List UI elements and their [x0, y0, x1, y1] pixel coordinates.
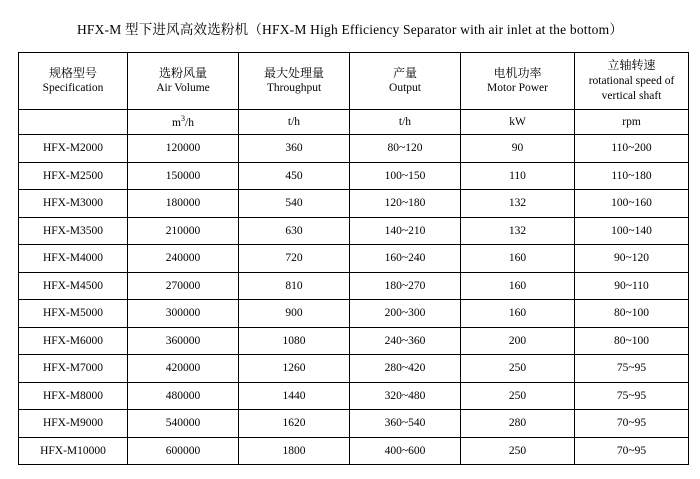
cell-specification: HFX-M10000 [19, 437, 128, 465]
cell-air-volume: 120000 [128, 135, 239, 163]
cell-motor-power: 90 [461, 135, 575, 163]
column-header-throughput-en: Throughput [266, 82, 322, 95]
cell-motor-power: 110 [461, 162, 575, 190]
column-header-shaft-speed-cn: 立轴转速 [607, 58, 656, 73]
cell-motor-power: 250 [461, 382, 575, 410]
unit-throughput: t/h [239, 110, 350, 135]
table-header [19, 53, 689, 135]
cell-output: 400~600 [350, 437, 461, 465]
cell-air-volume: 210000 [128, 217, 239, 245]
table-row [19, 272, 689, 300]
table-row [19, 410, 689, 438]
cell-shaft-speed: 75~95 [575, 382, 689, 410]
cell-throughput: 1800 [239, 437, 350, 465]
column-header-air-volume [128, 53, 239, 110]
table-row [19, 162, 689, 190]
column-header-output-cn: 产量 [392, 66, 417, 81]
table-header-row-main [19, 53, 689, 110]
cell-specification: HFX-M3000 [19, 190, 128, 218]
cell-output: 240~360 [350, 327, 461, 355]
cell-shaft-speed: 80~100 [575, 327, 689, 355]
cell-shaft-speed: 110~200 [575, 135, 689, 163]
cell-shaft-speed: 75~95 [575, 355, 689, 383]
cell-air-volume: 300000 [128, 300, 239, 328]
cell-shaft-speed: 70~95 [575, 410, 689, 438]
cell-motor-power: 250 [461, 437, 575, 465]
cell-air-volume: 480000 [128, 382, 239, 410]
cell-motor-power: 132 [461, 217, 575, 245]
cell-shaft-speed: 100~160 [575, 190, 689, 218]
cell-output: 140~210 [350, 217, 461, 245]
table-row [19, 382, 689, 410]
cell-air-volume: 360000 [128, 327, 239, 355]
cell-specification: HFX-M5000 [19, 300, 128, 328]
cell-throughput: 630 [239, 217, 350, 245]
cell-throughput: 900 [239, 300, 350, 328]
cell-output: 200~300 [350, 300, 461, 328]
cell-shaft-speed: 100~140 [575, 217, 689, 245]
cell-motor-power: 280 [461, 410, 575, 438]
cell-throughput: 1080 [239, 327, 350, 355]
cell-shaft-speed: 90~110 [575, 272, 689, 300]
cell-output: 360~540 [350, 410, 461, 438]
cell-specification: HFX-M8000 [19, 382, 128, 410]
table-body [19, 135, 689, 465]
unit-motor-power: kW [461, 110, 575, 135]
cell-output: 120~180 [350, 190, 461, 218]
table-row [19, 190, 689, 218]
cell-air-volume: 600000 [128, 437, 239, 465]
column-header-specification-en: Specification [42, 82, 104, 95]
cell-motor-power: 160 [461, 245, 575, 273]
cell-shaft-speed: 110~180 [575, 162, 689, 190]
column-header-output [350, 53, 461, 110]
table-container [0, 52, 700, 465]
cell-motor-power: 250 [461, 355, 575, 383]
unit-air-volume-text: $m^3/h$ [172, 114, 194, 130]
table-row [19, 437, 689, 465]
cell-motor-power: 132 [461, 190, 575, 218]
table-header-row-units [19, 110, 689, 135]
cell-specification: HFX-M4500 [19, 272, 128, 300]
cell-shaft-speed: 90~120 [575, 245, 689, 273]
cell-throughput: 810 [239, 272, 350, 300]
column-header-throughput [239, 53, 350, 110]
unit-exponent: 3 [181, 114, 185, 124]
cell-motor-power: 160 [461, 272, 575, 300]
column-header-motor-power-cn: 电机功率 [493, 66, 542, 81]
column-header-specification [19, 53, 128, 110]
table-row [19, 327, 689, 355]
cell-specification: HFX-M2000 [19, 135, 128, 163]
cell-output: 80~120 [350, 135, 461, 163]
unit-specification [19, 110, 128, 135]
cell-specification: HFX-M6000 [19, 327, 128, 355]
cell-throughput: 720 [239, 245, 350, 273]
unit-shaft-speed: rpm [575, 110, 689, 135]
cell-shaft-speed: 80~100 [575, 300, 689, 328]
column-header-shaft-speed-en: rotational speed of vertical shaft [588, 74, 675, 103]
page-title: HFX-M 型下进风高效选粉机（HFX-M High Efficiency Separator with air inlet at the bottom） [76, 22, 624, 37]
cell-throughput: 1620 [239, 410, 350, 438]
column-header-throughput-cn: 最大处理量 [263, 66, 324, 81]
cell-throughput: 360 [239, 135, 350, 163]
table-row [19, 355, 689, 383]
table-row [19, 245, 689, 273]
column-header-specification-cn: 规格型号 [48, 66, 97, 81]
cell-output: 280~420 [350, 355, 461, 383]
column-header-shaft-speed [575, 53, 689, 110]
cell-throughput: 540 [239, 190, 350, 218]
cell-specification: HFX-M2500 [19, 162, 128, 190]
cell-output: 180~270 [350, 272, 461, 300]
cell-air-volume: 240000 [128, 245, 239, 273]
cell-air-volume: 540000 [128, 410, 239, 438]
column-header-motor-power-en: Motor Power [486, 82, 548, 95]
cell-air-volume: 150000 [128, 162, 239, 190]
cell-shaft-speed: 70~95 [575, 437, 689, 465]
cell-specification: HFX-M7000 [19, 355, 128, 383]
column-header-air-volume-cn: 选粉风量 [158, 66, 207, 81]
cell-throughput: 1260 [239, 355, 350, 383]
cell-specification: HFX-M3500 [19, 217, 128, 245]
cell-specification: HFX-M9000 [19, 410, 128, 438]
column-header-motor-power [461, 53, 575, 110]
column-header-output-en: Output [389, 82, 421, 95]
cell-throughput: 450 [239, 162, 350, 190]
table-row [19, 217, 689, 245]
cell-air-volume: 270000 [128, 272, 239, 300]
cell-output: 320~480 [350, 382, 461, 410]
specification-table [18, 52, 689, 465]
cell-motor-power: 200 [461, 327, 575, 355]
column-header-air-volume-en: Air Volume [156, 82, 210, 95]
cell-air-volume: 180000 [128, 190, 239, 218]
table-row [19, 135, 689, 163]
cell-throughput: 1440 [239, 382, 350, 410]
cell-output: 160~240 [350, 245, 461, 273]
unit-output: t/h [350, 110, 461, 135]
table-row [19, 300, 689, 328]
unit-air-volume [128, 110, 239, 135]
cell-output: 100~150 [350, 162, 461, 190]
cell-specification: HFX-M4000 [19, 245, 128, 273]
cell-air-volume: 420000 [128, 355, 239, 383]
cell-motor-power: 160 [461, 300, 575, 328]
